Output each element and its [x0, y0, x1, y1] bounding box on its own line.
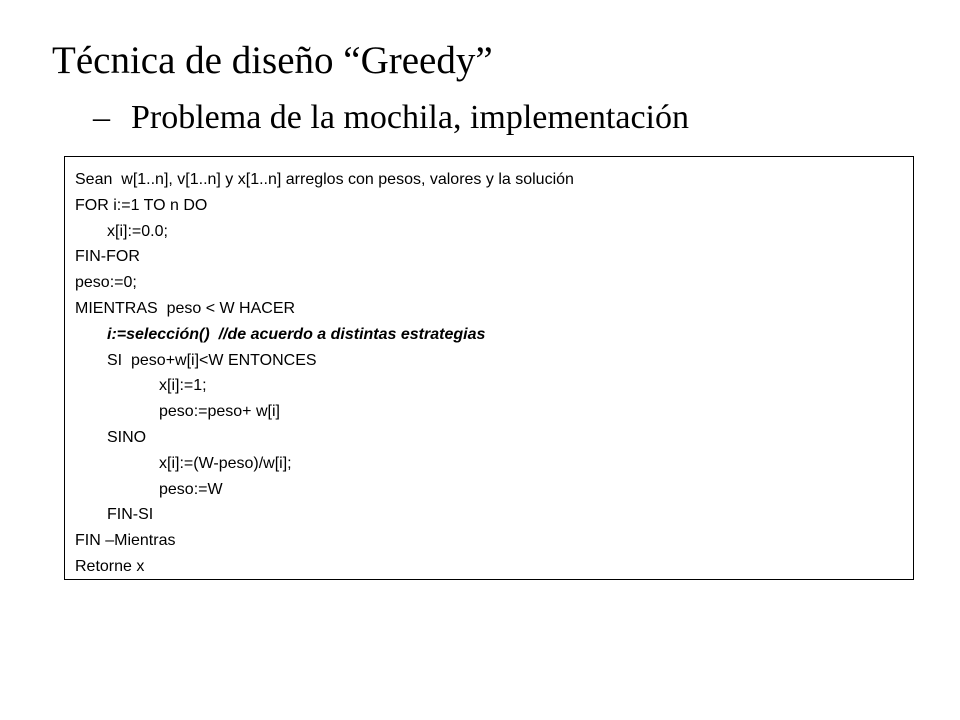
code-line-while: MIENTRAS peso < W HACER [75, 299, 296, 317]
code-line-set-x-fraction: x[i]:=(W-peso)/w[i]; [159, 454, 292, 472]
code-line-for: FOR i:=1 TO n DO [75, 196, 208, 214]
code-line-return: Retorne x [75, 557, 145, 575]
code-line-declaration: Sean w[1..n], v[1..n] y x[1..n] arreglos con pesos, valores y la solución [75, 171, 574, 188]
code-line-else: SINO [107, 428, 147, 446]
code-line-init-x: x[i]:=0.0; [107, 222, 168, 240]
code-line-end-while: FIN –Mientras [75, 532, 176, 550]
code-line-end-for: FIN-FOR [75, 248, 140, 266]
code-line-init-peso: peso:=0; [75, 274, 137, 292]
code-line-end-if: FIN-SI [107, 506, 154, 524]
code-line-selection: i:=selección() //de acuerdo a distintas estrategias [107, 325, 486, 343]
subtitle-dash: – [93, 99, 110, 136]
slide-title: Técnica de diseño “Greedy” [52, 39, 493, 82]
slide-subtitle [93, 98, 689, 139]
code-line-add-weight: peso:=peso+ w[i] [159, 403, 280, 421]
code-line-set-peso-w: peso:=W [159, 480, 223, 498]
code-line-if: SI peso+w[i]<W ENTONCES [107, 351, 317, 369]
pseudocode-box [64, 156, 914, 580]
subtitle-text: Problema de la mochila, implementación [131, 99, 689, 136]
code-line-set-x-one: x[i]:=1; [159, 377, 207, 395]
